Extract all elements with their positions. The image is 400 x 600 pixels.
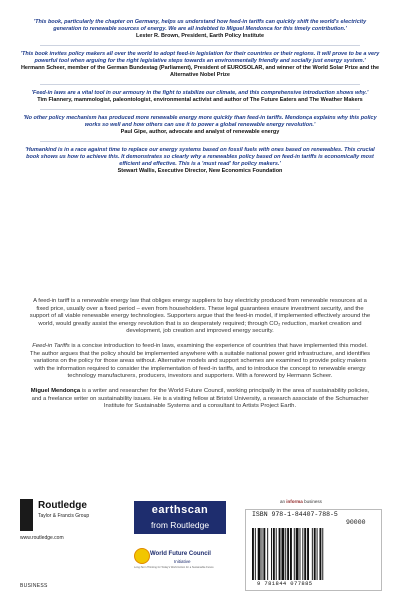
- quote-text: 'Humankind is in a race against time to replace our energy systems based on fossil fuels with ones based on renewables. This crucial book shows us how to achieve this. It demonstrates so clearly why a renewables policy based on feed-in tariffs is economically most efficient and effective. This is a 'must read' for policy makers.': [25, 147, 375, 167]
- quote-text: 'This book invites policy makers all over the world to adopt feed-in legislation for their countries or their regions. It will prove to be a very powerful tool when arguing for the right legislative steps towards an environmentally friendly and socially just energy system.': [20, 51, 380, 64]
- barcode-bar: [307, 528, 309, 580]
- quote-text: 'Feed-in laws are a vital tool in our armoury in the fight to stabilize our climate, and this comprehensive introduction shows why.': [31, 90, 369, 96]
- informa-line: [280, 499, 322, 504]
- quote-attribution: Paul Gipe, author, advocate and analyst of renewable energy: [120, 129, 280, 135]
- barcode-bar: [267, 528, 268, 580]
- barcode-bar: [322, 528, 323, 580]
- barcode-bar: [281, 528, 284, 580]
- barcode-bar: [273, 528, 275, 580]
- endorsement-quotes: [20, 19, 380, 180]
- author-name: Miguel Mendonça: [30, 387, 81, 394]
- barcode-bar: [285, 528, 286, 580]
- informa-prefix: an: [280, 499, 286, 504]
- barcode-bar: [317, 528, 318, 580]
- routledge-name: Routledge: [38, 500, 87, 511]
- description-paragraph: A feed-in tariff is a renewable energy law that obliges energy suppliers to buy electricity produced from renewable resources at a fixed price, usually over a fixed period – even from householders. These legal guarantees ensure investment security, and the support of all viable renewable energy technologies. Supporters argue that the feed-in model, if implemented effectively around the world, would greatly assist the energy revolution that is so desperately required; through CO₂ reduction, market creation and development, job creation and improved energy security.: [29, 298, 371, 335]
- endorsement-5: [20, 147, 380, 175]
- divider: [40, 141, 360, 142]
- book-description: [28, 298, 372, 418]
- quote-attribution: Stewart Wallis, Executive Director, New Economics Foundation: [117, 168, 283, 174]
- divider: [40, 109, 360, 110]
- barcode-bar: [304, 528, 306, 580]
- barcode-bar: [255, 528, 256, 580]
- quote-attribution: Lester R. Brown, President, Earth Policy Institute: [135, 33, 265, 39]
- barcode-bar: [294, 528, 295, 580]
- barcode-bar: [258, 528, 261, 580]
- divider: [40, 84, 360, 85]
- barcode-bar: [263, 528, 265, 580]
- barcode-bar: [252, 528, 254, 580]
- endorsement-2: [20, 51, 380, 79]
- divider: [40, 45, 360, 46]
- barcode-bar: [287, 528, 289, 580]
- barcode-bar: [319, 528, 321, 580]
- barcode-bar: [262, 528, 263, 580]
- earthscan-name: earthscan: [151, 504, 209, 516]
- wfc-initiative: Initiative: [174, 559, 191, 564]
- synopsis-paragraph: [28, 343, 372, 381]
- barcode-bar: [290, 528, 292, 580]
- barcode-image: [252, 528, 340, 580]
- price-code: 90000: [346, 519, 366, 526]
- quote-attribution: Tim Flannery, mammologist, paleontologist, environmental activist and author of The Future Eaters and The Weather Makers: [37, 97, 363, 103]
- ean-digits: 9 781844 077885: [257, 580, 313, 587]
- barcode-bar: [296, 528, 299, 580]
- barcode-bar: [312, 528, 313, 580]
- routledge-subtitle: Taylor & Francis Group: [38, 513, 90, 519]
- quote-text: 'This book, particularly the chapter on Germany, helps us understand how feed-in tariffs can quickly shift the world's electricity generation to renewable sources of energy. We are all indebted to Miguel Mendonca for this timely contribution.': [33, 19, 367, 32]
- informa-suffix: business: [304, 499, 322, 504]
- informa-brand: informa: [286, 499, 303, 504]
- wfc-name: World Future Council: [150, 551, 211, 557]
- barcode-bar: [271, 528, 272, 580]
- barcode-bar: [302, 528, 303, 580]
- quote-attribution: Hermann Scheer, member of the German Bundestag (Parliament), President of EUROSOLAR, and winner of the World Solar Prize and the Alternative Nobel Prize: [20, 65, 380, 78]
- book-title: Feed-in Tariffs: [32, 342, 70, 349]
- wfc-tagline: Long-Term Thinking for Today's World Action for a Sustainable Future: [134, 566, 214, 569]
- earthscan-subtitle: from Routledge: [150, 520, 210, 530]
- earthscan-logo: [134, 501, 226, 534]
- category-label: BUSINESS: [20, 583, 48, 589]
- isbn-label: ISBN 978-1-84407-788-5: [252, 511, 338, 518]
- barcode-bar: [300, 528, 301, 580]
- routledge-logo-icon: [20, 499, 33, 531]
- barcode-bar: [279, 528, 281, 580]
- routledge-url: www.routledge.com: [20, 535, 64, 541]
- endorsement-1: [20, 19, 380, 40]
- synopsis-text: is a concise introduction to feed-in laws, examining the experience of countries that have implemented this model. The author argues that the policy should be implemented anywhere with a suitable national power grid infrastructure, and identifies variations on the policy for those areas without. Alternative models and support schemes are examined to provide policy makers with the information required to consider the implementation of feed-in tariffs, and to introduce the concept to renewable energy technology manufacturers, producers, investors and supporters. With a foreword by Hermann Scheer.: [29, 342, 371, 380]
- endorsement-4: [20, 115, 380, 136]
- publisher-footer: [0, 488, 400, 600]
- world-future-council-icon: [134, 548, 150, 564]
- quote-text: 'No other policy mechanism has produced more renewable energy more quickly than feed-in tariffs. Mendonça explains why this policy works so well and how others can use it to power a global renewable energy revolution.': [23, 115, 377, 128]
- endorsement-3: [20, 90, 380, 104]
- barcode-bar: [314, 528, 316, 580]
- author-bio: [28, 388, 372, 411]
- author-bio-text: is a writer and researcher for the World Future Council, working principally in the area of sustainability policies, and a freelance writer on sustainability issues. He is a visiting fellow at Bristol University, a research associate of the Schumacher Institute for Sustainable Systems and a consultant to Artists Project Earth.: [31, 387, 370, 410]
- barcode-bar: [276, 528, 277, 580]
